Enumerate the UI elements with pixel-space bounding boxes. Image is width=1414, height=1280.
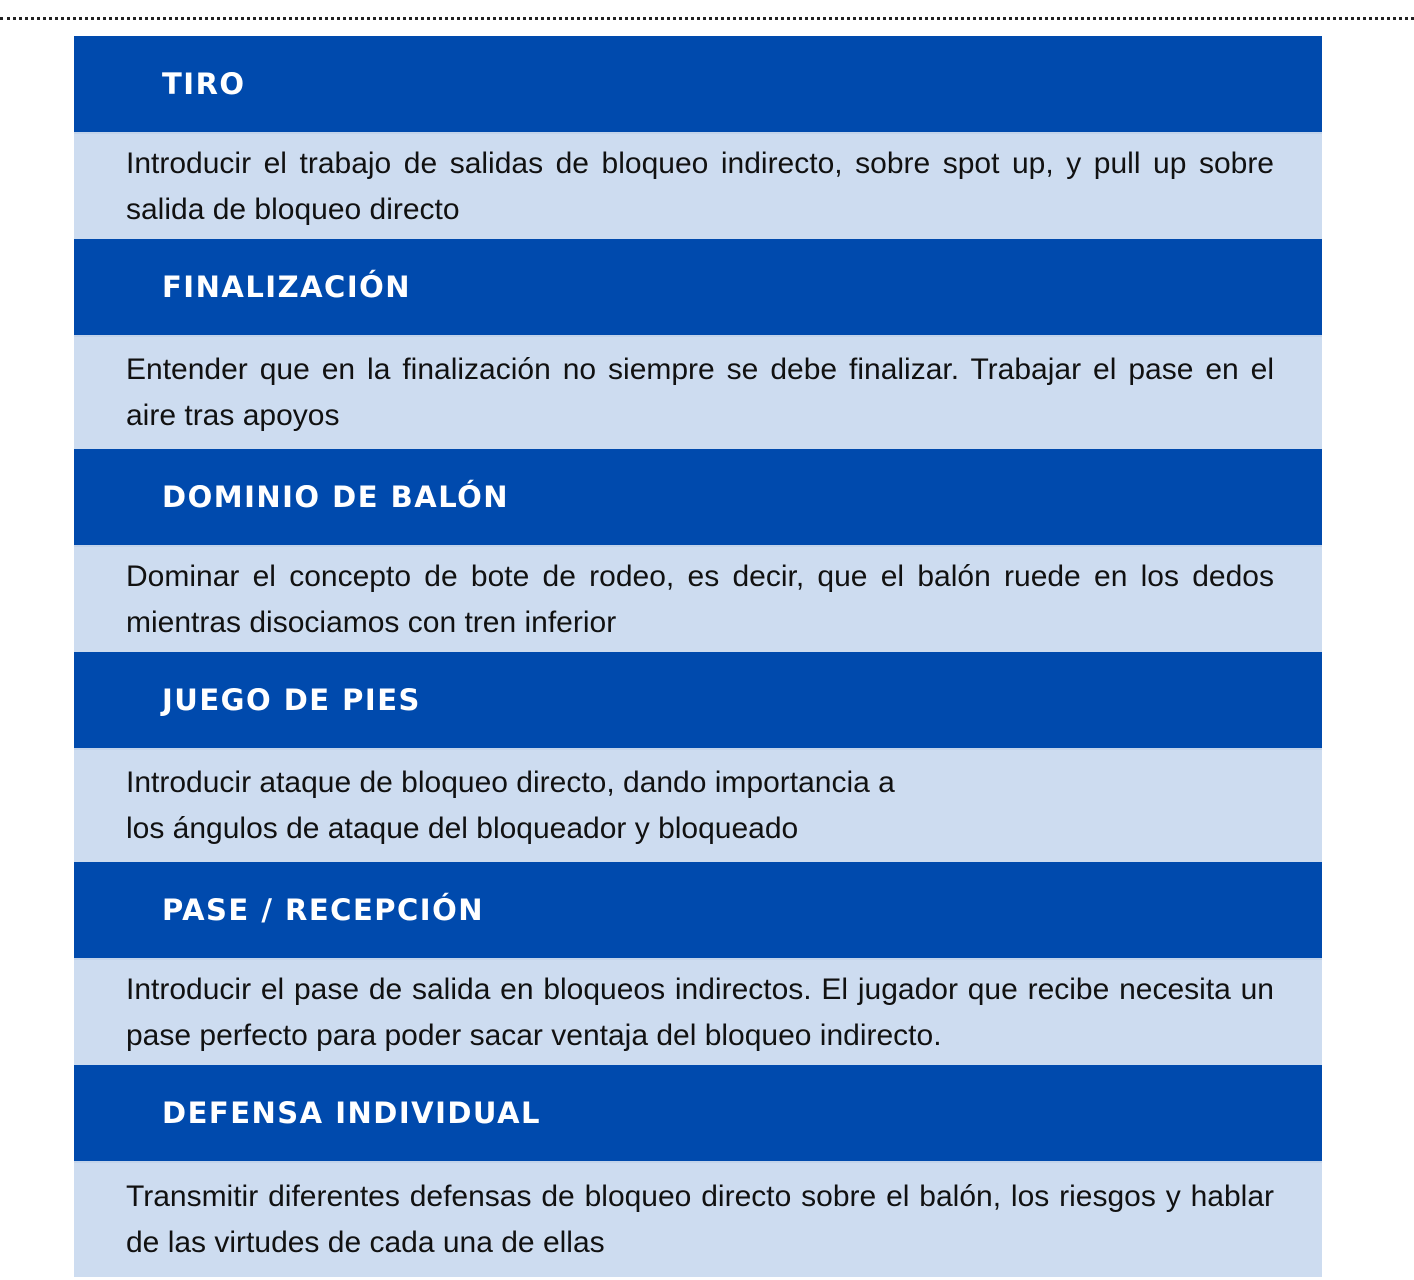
section-body-juego-de-pies <box>74 748 1322 862</box>
section-title: DEFENSA INDIVIDUAL <box>162 1096 542 1130</box>
section-header-finalizacion <box>74 239 1322 335</box>
section-description: Dominar el concepto de bote de rodeo, es decir, que el balón ruede en los dedos mientras disociamos con tren inferior <box>126 559 1274 639</box>
section-description: Entender que en la finalización no siempre se debe finalizar. Trabajar el pase en el aire tras apoyos <box>126 353 1274 432</box>
section-header-dominio-de-balon <box>74 449 1322 545</box>
section-header-defensa-individual <box>74 1065 1322 1161</box>
section-title: DOMINIO DE BALÓN <box>162 480 510 514</box>
section-title: PASE / RECEPCIÓN <box>162 893 485 927</box>
section-title: JUEGO DE PIES <box>162 683 421 717</box>
description-line: los ángulos de ataque del bloqueador y bloqueado <box>126 812 799 845</box>
section-description <box>126 760 1274 852</box>
section-description: Introducir el pase de salida en bloqueos indirectos. El jugador que recibe necesita un pase perfecto para poder sacar ventaja del bloqueo indirecto. <box>126 972 1274 1052</box>
description-line: Introducir ataque de bloqueo directo, dando importancia a <box>126 766 895 799</box>
section-body-pase-recepcion <box>74 958 1322 1065</box>
section-title: TIRO <box>162 67 246 101</box>
section-body-finalizacion <box>74 335 1322 449</box>
top-dotted-divider <box>0 17 1414 20</box>
section-body-dominio-de-balon <box>74 545 1322 652</box>
section-description: Transmitir diferentes defensas de bloqueo directo sobre el balón, los riesgos y hablar de las virtudes de cada una de ellas <box>126 1180 1274 1259</box>
section-body-defensa-individual <box>74 1161 1322 1277</box>
section-header-juego-de-pies <box>74 652 1322 748</box>
objectives-table <box>74 36 1322 1277</box>
section-header-pase-recepcion <box>74 862 1322 958</box>
section-body-tiro <box>74 132 1322 239</box>
section-title: FINALIZACIÓN <box>162 270 412 304</box>
section-description: Introducir el trabajo de salidas de bloqueo indirecto, sobre spot up, y pull up sobre salida de bloqueo directo <box>126 146 1274 226</box>
section-header-tiro <box>74 36 1322 132</box>
